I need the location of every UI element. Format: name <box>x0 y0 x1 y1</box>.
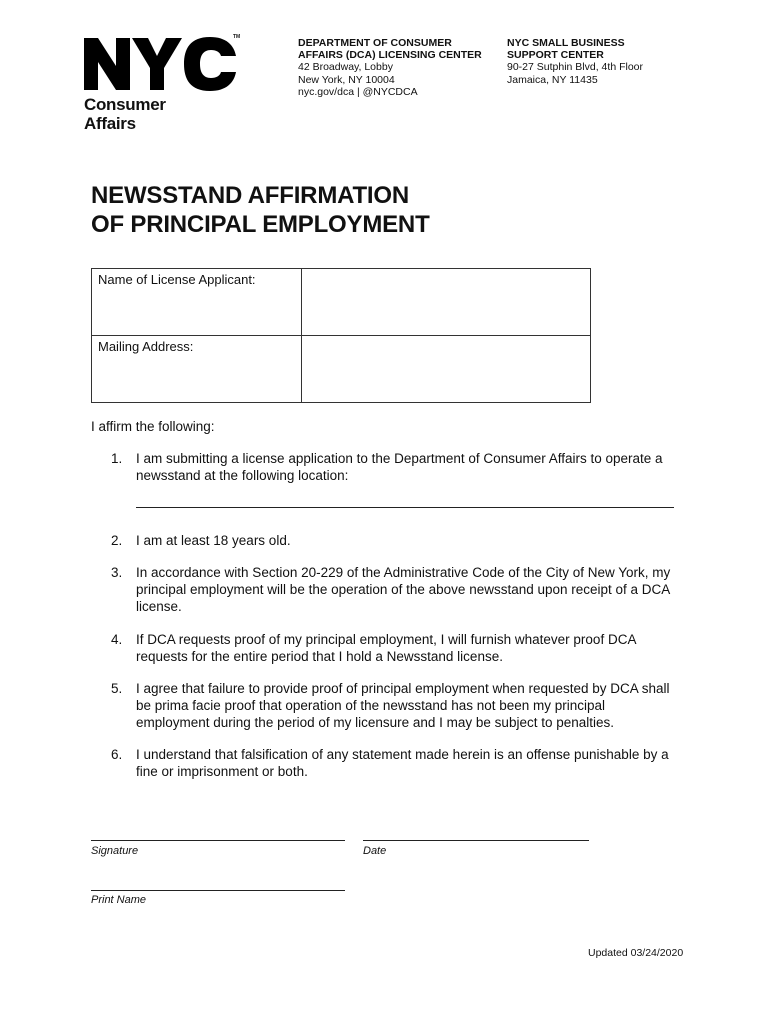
signature-line[interactable] <box>91 840 345 841</box>
dca-name-line2: AFFAIRS (DCA) LICENSING CENTER <box>298 49 482 62</box>
item-text: I am at least 18 years old. <box>136 533 291 548</box>
item-text: In accordance with Section 20-229 of the Administrative Code of the City of New York, my principal employment will be the operation of the above newsstand upon receipt of a DCA license. <box>136 565 671 614</box>
nyc-logo <box>84 36 242 92</box>
item-number: 5. <box>111 681 123 696</box>
mailing-address-field[interactable] <box>302 336 591 403</box>
applicant-name-field[interactable] <box>302 269 591 336</box>
title-line2: OF PRINCIPAL EMPLOYMENT <box>91 211 430 238</box>
applicant-name-label: Name of License Applicant: <box>92 269 302 336</box>
print-name-label: Print Name <box>91 894 147 906</box>
table-row <box>92 336 591 403</box>
sbs-city: Jamaica, NY 11435 <box>507 73 598 86</box>
logo-line-consumer: Consumer <box>84 95 166 114</box>
trademark-mark: TM <box>233 34 241 40</box>
logo-line-affairs: Affairs <box>84 114 136 133</box>
sbs-name-line1: NYC SMALL BUSINESS <box>507 37 625 49</box>
item-text: I am submitting a license application to the Department of Consumer Affairs to operate a newsstand at the following location: <box>136 451 663 483</box>
location-blank-line[interactable] <box>136 507 674 508</box>
dca-city: New York, NY 10004 <box>298 73 395 86</box>
date-line[interactable] <box>363 840 589 841</box>
title-line1: NEWSSTAND AFFIRMATION <box>91 182 409 209</box>
print-name-line[interactable] <box>91 890 345 891</box>
item-number: 3. <box>111 565 123 580</box>
item-number: 1. <box>111 451 123 466</box>
item-text: I understand that falsification of any statement made herein is an offense punishable by a fine or imprisonment or both. <box>136 747 669 779</box>
consumer-affairs-logotype <box>84 95 166 133</box>
applicant-info-table <box>91 268 591 403</box>
item-number: 6. <box>111 747 123 762</box>
item-text: I agree that failure to provide proof of principal employment when requested by DCA shall be prima facie proof that operation of the newsstand has not been my principal employment during the period of my licensure and I may be subject to penalties. <box>136 681 670 730</box>
table-row <box>92 269 591 336</box>
sbs-street: 90-27 Sutphin Blvd, 4th Floor <box>507 61 643 74</box>
item-number: 2. <box>111 533 123 548</box>
affirm-intro: I affirm the following: <box>91 419 215 434</box>
sbs-name-line2: SUPPORT CENTER <box>507 49 604 62</box>
page-title <box>91 181 430 239</box>
item-text: If DCA requests proof of my principal employment, I will furnish whatever proof DCA requests for the entire period that I hold a Newsstand license. <box>136 632 636 664</box>
date-label: Date <box>363 845 387 857</box>
sbs-support-center-address <box>507 37 707 86</box>
dca-street: 42 Broadway, Lobby <box>298 61 393 74</box>
dca-name-line1: DEPARTMENT OF CONSUMER <box>298 37 452 49</box>
dca-licensing-center-address <box>298 37 498 98</box>
updated-date: Updated 03/24/2020 <box>588 947 684 959</box>
mailing-address-label: Mailing Address: <box>92 336 302 403</box>
item-number: 4. <box>111 632 123 647</box>
signature-label: Signature <box>91 845 139 857</box>
dca-web-link[interactable]: nyc.gov/dca | @NYCDCA <box>298 85 418 98</box>
